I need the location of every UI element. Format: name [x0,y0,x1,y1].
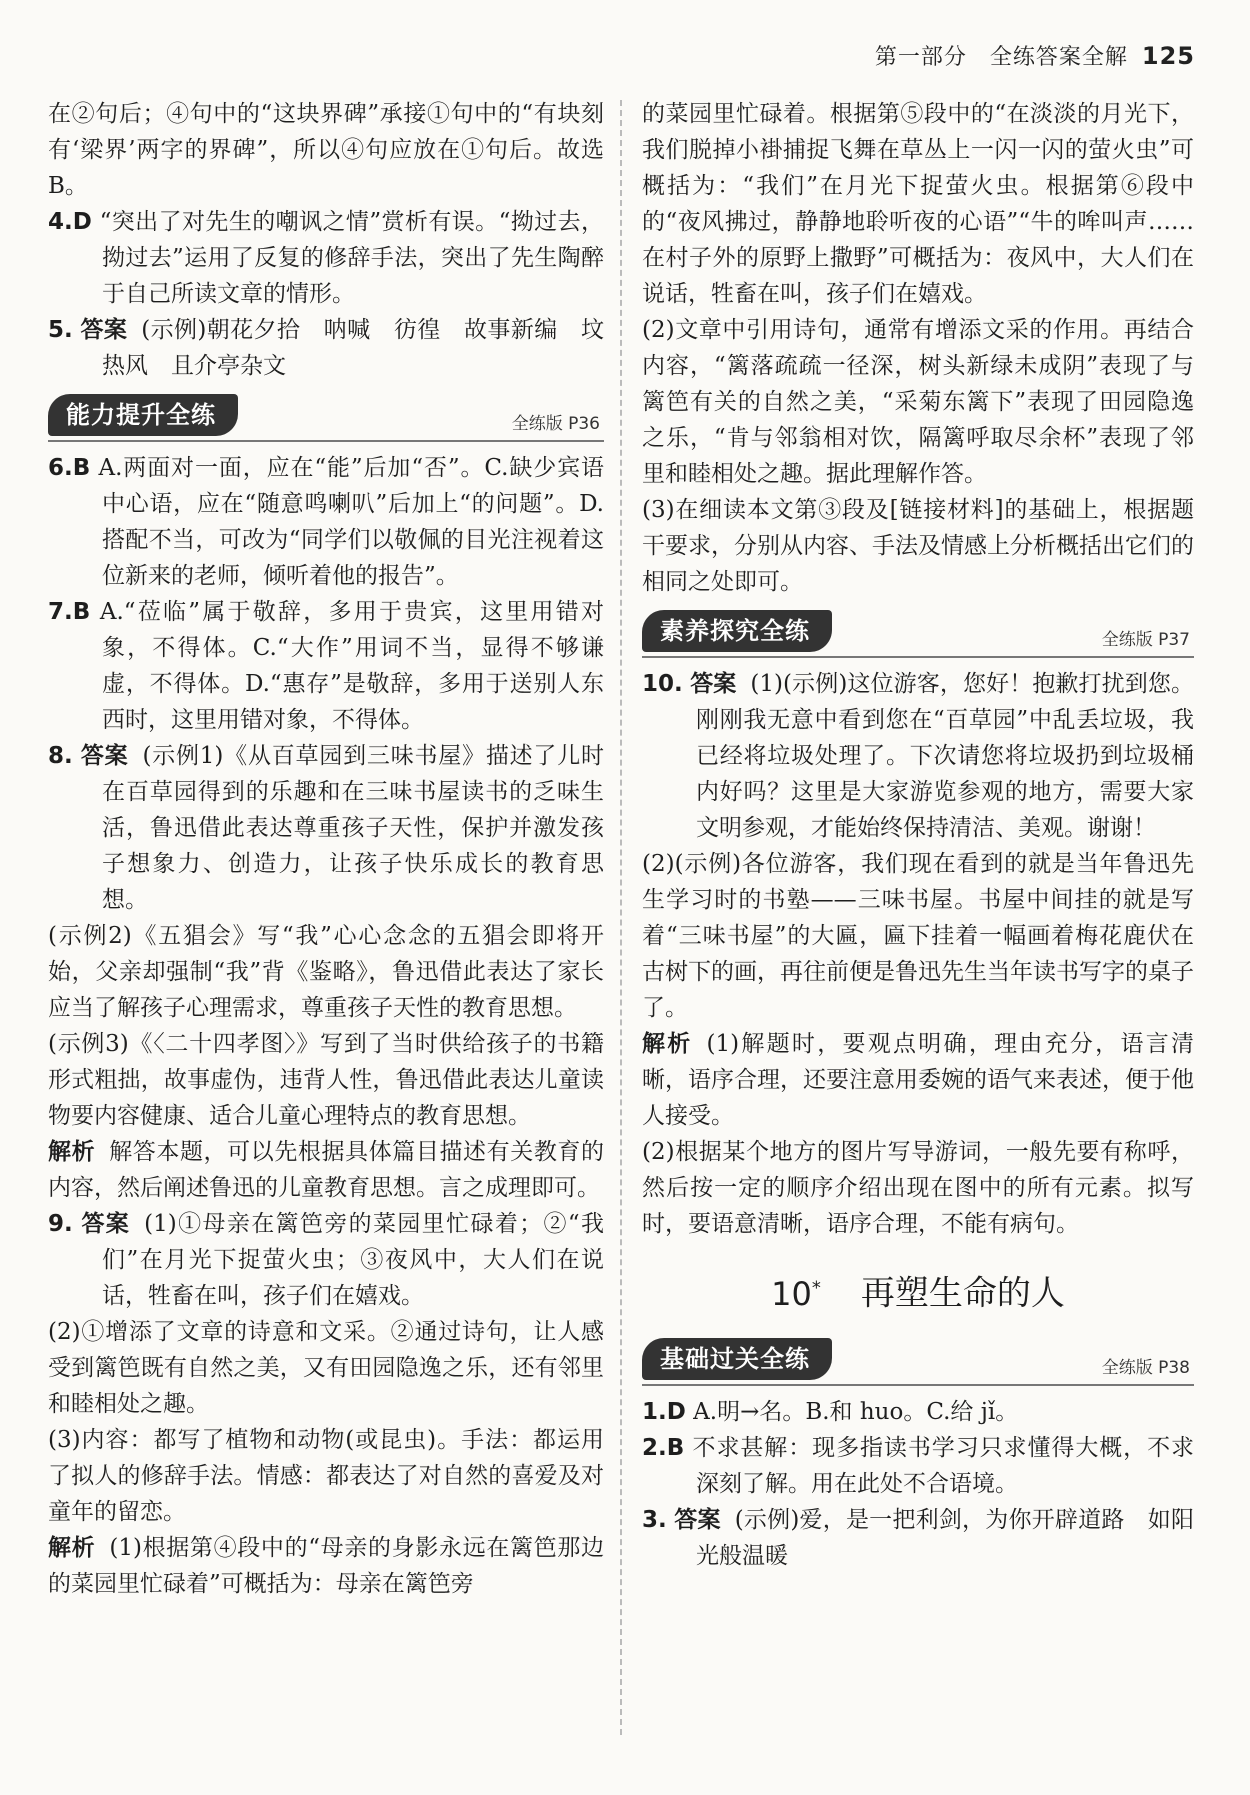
paragraph-text: (1)根据第④段中的“母亲的身影永远在篱笆那边的菜园里忙碌着”可概括为：母亲在篱笆旁 [48,1535,605,1597]
page-number: 125 [1141,42,1195,70]
paragraph-text: (示例3)《〈二十四孝图〉》写到了当时供给孩子的书籍形式粗拙，故事虚伪，违背人性，鲁迅借此表达儿童读物要内容健康、适合儿童心理特点的教育思想。 [48,1031,604,1129]
answer-paragraph [48,1314,604,1422]
keyword-label: 解析 [48,1535,96,1561]
item-number: 8. [48,743,73,769]
item-number: 2.B [642,1434,685,1461]
keyword-label: 答案 [81,1211,131,1237]
paragraph-text: (2)根据某个地方的图片写导游词，一般先要有称呼，然后按一定的顺序介绍出现在图中的所有元素。拟写时，要语意清晰，语序合理，不能有病句。 [642,1139,1194,1237]
answer-paragraph [642,1026,1194,1134]
paragraph-text: (1)(示例)这位游客，您好！抱歉打扰到您。刚刚我无意中看到您在“百草园”中乱丢垃圾，我已经将垃圾处理了。下次请您将垃圾扔到垃圾桶内好吗？这里是大家游览参观的地方，需要大家文明参观，才能始终保持清洁、美观。谢谢！ [696,671,1195,841]
section-title: 能力提升全练 [48,394,238,436]
section-title: 基础过关全练 [642,1338,832,1380]
answer-paragraph [48,1422,604,1530]
paragraph-text: (3)在细读本文第③段及[链接材料]的基础上，根据题干要求，分别从内容、手法及情感上分析概括出它们的相同之处即可。 [642,497,1194,595]
answer-paragraph [48,1134,604,1206]
paragraph-text: 解答本题，可以先根据具体篇目描述有关教育的内容，然后阐述鲁迅的儿童教育思想。言之成理即可。 [48,1139,605,1201]
answer-paragraph [48,450,604,594]
item-number: 7.B [48,599,91,625]
answer-paragraph [642,1430,1194,1502]
paragraph-text: (1)解题时，要观点明确，理由充分，语言清晰，语序合理，还要注意用委婉的语气来表述，便于他人接受。 [642,1031,1194,1129]
page-header [875,40,1195,71]
paragraph-text: “突出了对先生的嘲讽之情”赏析有误。“拗过去，拗过去”运用了反复的修辞手法，突出了先生陶醉于自己所读文章的情形。 [99,209,604,307]
paragraph-text: 不求甚解：现多指读书学习只求懂得大概，不求深刻了解。用在此处不合语境。 [692,1434,1195,1497]
keyword-label: 答案 [674,1506,721,1533]
right-column [642,96,1194,1574]
section-ref: 全练版 P37 [1101,630,1190,650]
item-number: 6.B [48,455,91,481]
answer-paragraph [48,1530,604,1602]
paragraph-text: (3)内容：都写了植物和动物(或昆虫)。手法：都运用了拟人的修辞手法。情感：都表达了对自然的喜爱及对童年的留恋。 [48,1427,604,1525]
paragraph-text: (示例1)《从百草园到三味书屋》描述了儿时在百草园得到的乐趣和在三味书屋读书的乏味生活，鲁迅借此表达尊重孩子天性，保护并激发孩子想象力、创造力，让孩子快乐成长的教育思想。 [102,743,604,913]
paragraph-text: (2)文章中引用诗句，通常有增添文采的作用。再结合内容，“篱落疏疏一径深，树头新绿未成阴”表现了与篱笆有关的自然之美，“采菊东篱下”表现了田园隐逸之乐，“肯与邻翁相对饮，隔篱呼取尽余杯”表现了邻里和睦相处之趣。据此理解作答。 [642,317,1194,487]
item-number: 10. [642,671,683,697]
keyword-label: 答案 [80,743,129,769]
paragraph-text: A.“莅临”属于敬辞，多用于贵宾，这里用错对象，不得体。C.“大作”用词不当，显得不够谦虚，不得体。D.“惠存”是敬辞，多用于送别人东西时，这里用错对象，不得体。 [99,599,605,733]
section-ref: 全练版 P36 [511,414,600,434]
paragraph-text: 在②句后；④句中的“这块界碑”承接①句中的“有块刻有‘梁界’两字的界碑”，所以④句应放在①句后。故选 B。 [48,101,604,199]
section-title: 素养探究全练 [642,610,832,652]
answer-paragraph [48,738,604,918]
keyword-label: 解析 [48,1139,96,1165]
paragraph-text: (示例2)《五猖会》写“我”心心念念的五猖会即将开始，父亲却强制“我”背《鉴略》，鲁迅借此表达了家长应当了解孩子心理需求，尊重孩子天性的教育思想。 [48,923,604,1021]
answer-paragraph [48,204,604,312]
column-divider [620,100,622,1735]
left-block-2 [48,450,604,1602]
answer-paragraph [48,918,604,1026]
answer-paragraph [48,312,627,384]
keyword-label: 答案 [80,317,128,343]
answer-paragraph [642,312,1194,492]
left-column [48,96,627,1602]
section-header-basic [642,1334,1194,1386]
answer-paragraph [48,594,604,738]
lesson-name: 再塑生命的人 [860,1273,1065,1314]
right-block-1 [642,96,1194,600]
answer-paragraph [642,1502,1194,1574]
keyword-label: 答案 [690,671,737,697]
item-number: 3. [642,1506,667,1533]
item-number: 5. [48,317,73,343]
lesson-title [642,1266,1194,1316]
right-block-3 [642,1394,1194,1574]
section-header-ability [48,390,604,442]
paragraph-text: (1)①母亲在篱笆旁的菜园里忙碌着；②“我们”在月光下捉萤火虫；③夜风中，大人们在说话，牲畜在叫，孩子们在嬉戏。 [102,1211,605,1309]
paragraph-text: 的菜园里忙碌着。根据第⑤段中的“在淡淡的月光下，我们脱掉小褂捕捉飞舞在草丛上一闪一闪的萤火虫”可概括为：“我们”在月光下捉萤火虫。根据第⑥段中的“夜风拂过，静静地聆听夜的心语”“牛的哞叫声……在村子外的原野上撒野”可概括为：夜风中，大人们在说话，牲畜在叫，孩子们在嬉戏。 [642,101,1194,307]
answer-paragraph [48,96,604,204]
header-part: 第一部分 全练答案全解 [874,45,1128,70]
paragraph-text: A.明→名。B.和 huo。C.给 jǐ。 [693,1398,1019,1425]
paragraph-text: (示例)爱，是一把利剑，为你开辟道路 如阳光般温暖 [696,1506,1194,1569]
right-block-2 [642,666,1194,1242]
answer-paragraph [642,1394,1194,1430]
left-block-1 [48,96,627,384]
section-ref: 全练版 P38 [1101,1357,1190,1378]
paragraph-text: (2)(示例)各位游客，我们现在看到的就是当年鲁迅先生学习时的书塾——三味书屋。书屋中间挂的就是写着“三味书屋”的大匾，匾下挂着一幅画着梅花鹿伏在古树下的画，再往前便是鲁迅先生当年读书写字的桌子了。 [642,851,1194,1021]
answer-paragraph [48,1206,604,1314]
section-header-literacy [642,606,1194,658]
item-number: 4.D [48,209,92,235]
paragraph-text: (示例)朝花夕拾 呐喊 彷徨 故事新编 坟 热风 且介亭杂文 [102,317,627,379]
keyword-label: 解析 [642,1031,693,1057]
paragraph-text: A.两面对一面，应在“能”后加“否”。C.缺少宾语中心语，应在“随意鸣喇叭”后加上“的问题”。D.搭配不当，可改为“同学们以敬佩的目光注视着这位新来的老师，倾听着他的报告”。 [98,455,605,589]
lesson-number: 10* [771,1274,821,1313]
answer-paragraph [642,492,1194,600]
answer-paragraph [48,1026,604,1134]
item-number: 1.D [642,1398,686,1425]
answer-paragraph [642,1134,1194,1242]
paragraph-text: (2)①增添了文章的诗意和文采。②通过诗句，让人感受到篱笆既有自然之美，又有田园隐逸之乐，还有邻里和睦相处之趣。 [48,1319,604,1417]
answer-paragraph [642,846,1194,1026]
item-number: 9. [48,1211,73,1237]
answer-paragraph [642,666,1194,846]
answer-paragraph [642,96,1194,312]
